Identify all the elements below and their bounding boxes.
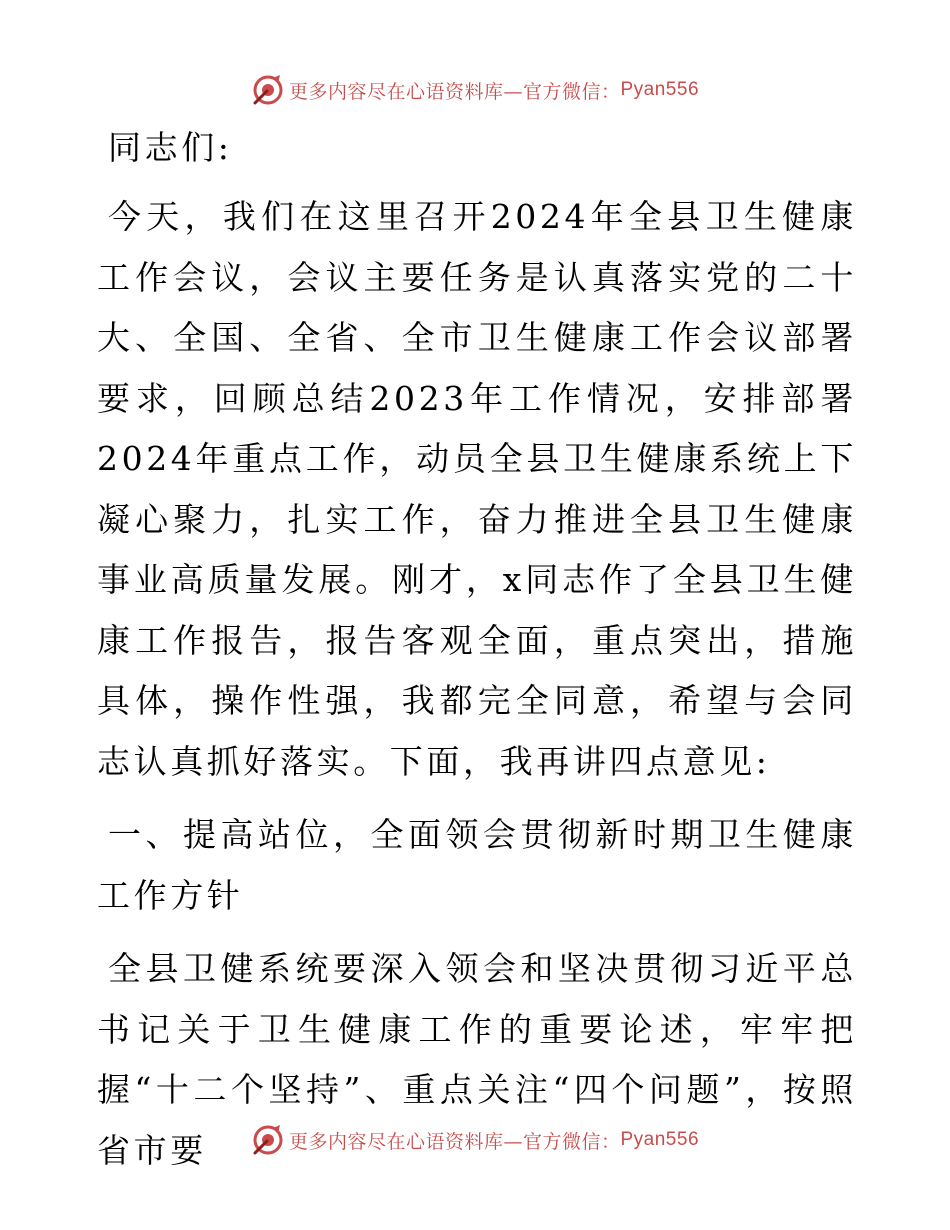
watermark-wechat-id: Pyan556 <box>620 79 700 100</box>
footer-watermark <box>0 1120 950 1160</box>
paragraph-intro: 今天，我们在这里召开2024年全县卫生健康工作会议，会议主要任务是认真落实党的二十大、全国、全省、全市卫生健康工作会议部署要求，回顾总结2023年工作情况，安排部署2024年重点工作，动员全县卫生健康系统上下凝心聚力，扎实工作，奋力推进全县卫生健康事业高质量发展。刚才，x同志作了全县卫生健康工作报告，报告客观全面，重点突出，措施具体，操作性强，我都完全同意，希望与会同志认真抓好落实。下面，我再讲四点意见: <box>97 197 857 781</box>
watermark-text: 更多内容尽在心语资料库—官方微信： <box>288 80 621 103</box>
pen-logo-icon <box>251 73 285 107</box>
watermark-text: 更多内容尽在心语资料库—官方微信： <box>288 1130 621 1153</box>
salutation: 同志们: <box>108 128 233 167</box>
watermark-wechat-id: Pyan556 <box>620 1129 700 1150</box>
document-body <box>97 122 857 1181</box>
header-watermark <box>0 70 950 110</box>
section-heading-1: 一、提高站位，全面领会贯彻新时期卫生健康工作方针 <box>97 815 857 915</box>
paragraph-section-1: 全县卫健系统要深入领会和坚决贯彻习近平总书记关于卫生健康工作的重要论述，牢牢把握“十二个坚持”、重点关注“四个问题”，按照省市要 <box>97 949 857 1170</box>
pen-logo-icon <box>251 1123 285 1157</box>
